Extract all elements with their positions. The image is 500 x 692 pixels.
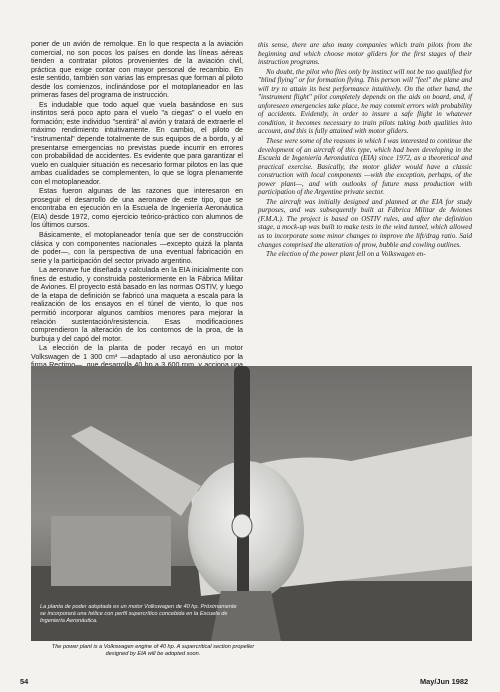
english-paragraph: No doubt, the pilot who flies only by instinct will not be too qualified for "blind flying" or for formation flying. This person will "feel" the plane and will try to attain its best performance intuitively. On the other hand, the "instrument flight" pilot completely depends on the aids on board, and, if unforeseen emergencies take place, he may commit errors with probability of accidents. Evidently, in order to insure a safe flight in whatever condition, it becomes necessary to train pilots taking both qualities into account, and this is fully attained with motor gliders. xyxy=(258,67,472,136)
spanish-paragraph: La elección de la planta de poder recayó en un motor Volkswagen de 1 300 cm³ —adaptado al uso aeronáutico por la xyxy=(31,344,243,361)
caption-spanish: La planta de poder adoptada es un motor Volkswagen de 40 hp. Próximamente se incorporará una hélice con perfil supercrítico concebida en la Escuela de Ingeniería Aeronáutica. xyxy=(40,604,237,625)
spanish-paragraph: Estas fueron algunas de las razones que interesaron en proseguir el desarrollo de una aeronave de este tipo, que se encontraba en ejecución en la Escuela de Ingeniería Aeronáutica (EIA) desde 1972, como ejercicio teórico-práctico con alumnos de los últimos cursos. xyxy=(31,187,243,230)
engine-propeller-illustration xyxy=(31,366,472,641)
spanish-paragraph: Básicamente, el motoplaneador tenía que ser de construcción clásica y con componentes nacionales —excepto quizá la planta de poder—, con la perspectiva de una eventual fabricación en serie y la participación del sector privado argentino. xyxy=(31,231,243,265)
motor-glider-photo xyxy=(31,366,472,641)
page-number: 54 xyxy=(20,677,29,686)
spanish-paragraph: Es indudable que todo aquel que vuela basándose en sus instintos será poco apto para el vuelo "a ciegas" o el vuelo en formación; este individuo "sentirá" al avión y tratará de extraerle el máximo rendimiento intuitivamente. En cambio, el piloto de "instrumental" depende totalmente de sus equipos de a bordo, y al presentarse emergencias no previstas puede incurrir en errores con probabilidad de accidentes. Es evidente que para garantizar el vuelo en cualquier situación es necesario formar pilotos en las que ambas cualidades se complementen, lo que se logra plenamente con el motoplaneador. xyxy=(31,100,243,186)
english-paragraph: this sense, there are also many companies which train pilots from the beginning and which choose motor gliders for the first stages of their instruction programs. xyxy=(258,41,472,67)
issue-date: May/Jun 1982 xyxy=(420,677,469,686)
english-paragraph: These were some of the reasons in which I was interested to continue the development of an aircraft of this type, which had been developing in the Escuela de Ingeniería Aeronáutica (EIA) since 1972, as a theoretical and practical exercise. Basically, the motor glider would have a classic construction with local components —with the exception, perhaps, of the power plant—, and with outlooks of future mass production with participation of the Argentine private sector. xyxy=(258,137,472,197)
spanish-paragraph: La aeronave fue diseñada y calculada en la EIA inicialmente con fines de estudio, y construida posteriormente en la Fábrica Militar de Aviones. El proyecto está basado en las normas OSTIV, y luego de la etapa de definición se fabricó una maqueta a escala para la realización de los ensayos en el túnel de viento, lo que nos permitió incorporar algunos cambios menores para mejorar la relación sustentación/resistencia. Esas modificaciones comprendieron la alteración de los contornos de la proa, de la burbuja y del capó del motor. xyxy=(31,266,243,343)
english-paragraph: The aircraft was initially designed and planned at the EIA for study purposes, and was subsequently built at Fábrica Militar de Aviones (F.M.A.). The project is based on OSTIV rules, and after the definition stage, a mock-up was built to make tests in the wind tunnel, which allowed us to incorporate some minor changes to improve the lift/drag ratio. Said changes comprised the alteration of prow, bubble and cowling outlines. xyxy=(258,197,472,249)
spanish-paragraph: poner de un avión de remolque. En lo que respecta a la aviación comercial, no son pocos los países en donde las líneas aéreas tienden a contratar pilotos provenientes de la aviación civil, práctica que exige contar con mayor personal de recambio. En este sentido, también son varias las empresas que forman al piloto desde los comienzos, inclinándose por el motoplaneador en las primeras fases del programa de instrucción. xyxy=(31,40,243,100)
caption-english: The power plant is a Volkswagen engine of 40 hp. A supercritical section propeller designed by EIA will be adopted soon. xyxy=(51,644,255,658)
english-paragraph: The election of the power plant fell on a Volkswagen en- xyxy=(266,250,426,259)
spanish-column xyxy=(31,40,243,422)
english-column xyxy=(258,41,472,260)
